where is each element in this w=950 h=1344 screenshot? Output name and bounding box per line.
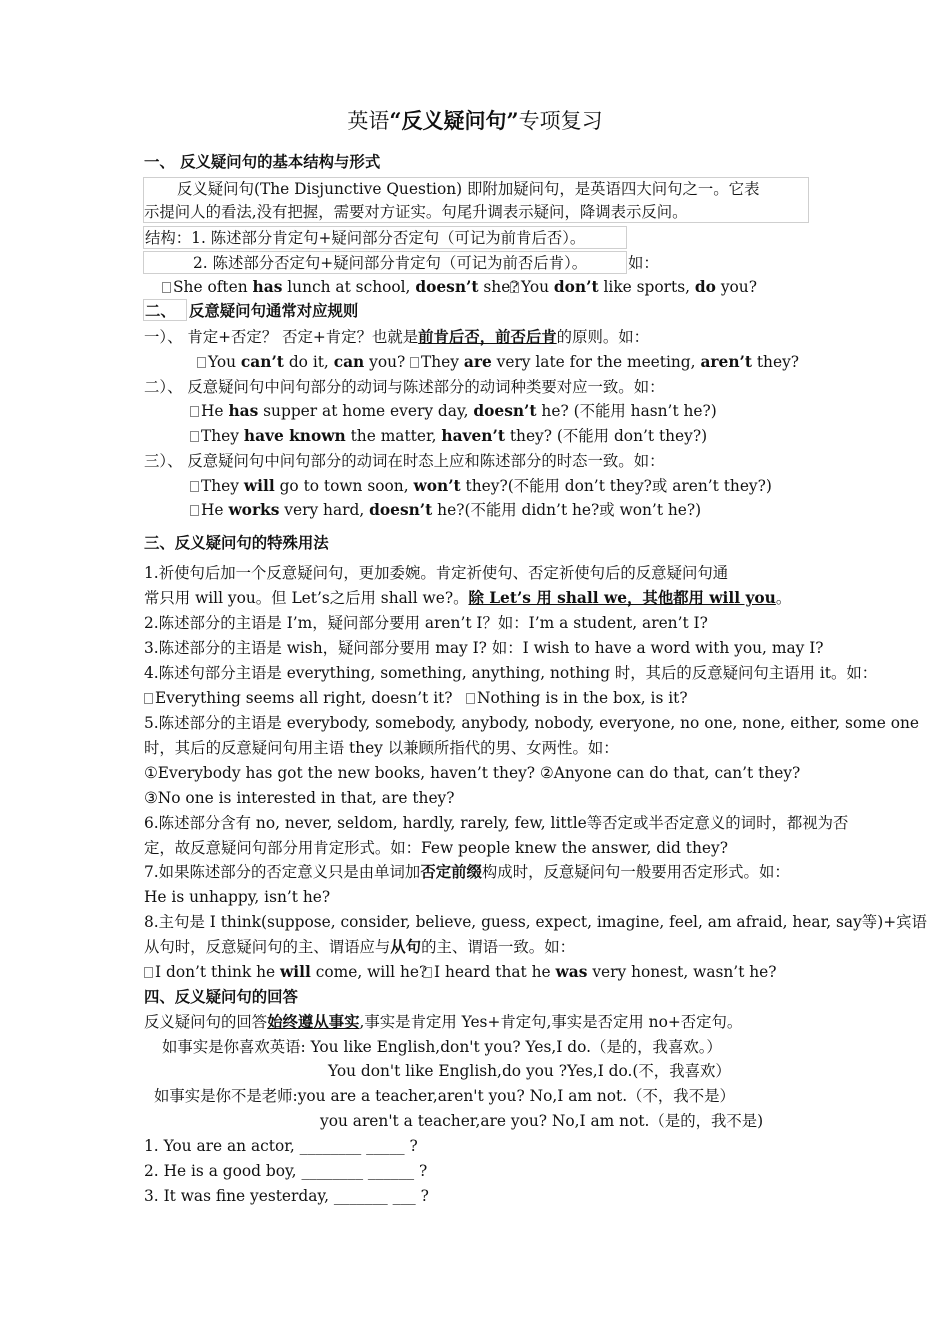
answer-example-2: You don't like English,do you ?Yes,I do.(不，我喜欢） — [328, 1062, 731, 1080]
usage-2: 2.陈述部分的主语是 I’m，疑问部分要用 aren’t I？如：I’m a student, aren’t I? — [144, 614, 708, 632]
usage-5-example-2: ③No one is interested in that, are they? — [144, 789, 455, 807]
bullet-box-icon — [410, 357, 419, 368]
bullet-box-icon — [190, 505, 199, 516]
example-line: They are very late for the meeting, aren’t they? — [410, 352, 799, 372]
usage-6-line-2: 定，故反意疑问句部分用肯定形式。如：Few people knew the answer, did they? — [144, 839, 728, 857]
page-title: 英语“反义疑问句”专项复习 — [347, 108, 603, 133]
example-line: I heard that he was very honest, wasn’t he? — [423, 962, 777, 982]
example-line: He has supper at home every day, doesn’t he? (不能用 hasn’t he?) — [190, 401, 717, 421]
bullet-box-icon — [190, 431, 199, 442]
usage-5-line-1: 5.陈述部分的主语是 everybody, somebody, anybody, nobody, everyone, no one, none, either, some one — [144, 714, 919, 732]
usage-8-line-2: 从句时，反意疑问句的主、谓语应与从句的主、谓语一致。如： — [144, 938, 575, 956]
answer-example-1: 如事实是你喜欢英语: You like English,don't you? Yes,I do.（是的，我喜欢。） — [162, 1038, 722, 1056]
bullet-box-icon — [144, 967, 153, 978]
structure-line-2: 2. 陈述部分否定句+疑问部分肯定句（可记为前否后肯）。 — [193, 254, 588, 272]
usage-1-line-2: 常只用 will you。但 Let’s之后用 shall we?。除 Let’s 用 shall we，其他都用 will you。 — [144, 589, 792, 607]
bullet-box-icon — [466, 693, 475, 704]
exercise-3: 3. It was fine yesterday, _______ ___ ? — [144, 1187, 429, 1205]
usage-8-line-1: 8.主句是 I think(suppose, consider, believe, guess, expect, imagine, feel, am afraid, hear, say等)+宾语 — [144, 913, 927, 931]
example-line: You can’t do it, can you? — [197, 352, 405, 372]
usage-6-line-1: 6.陈述部分含有 no, never, seldom, hardly, rarely, few, little等否定或半否定意义的词时，都视为否 — [144, 814, 849, 832]
intro-line-2: 示提问人的看法,没有把握，需要对方证实。句尾升调表示疑问，降调表示反问。 — [144, 203, 688, 221]
bullet-box-icon — [162, 282, 171, 293]
usage-5-line-2: 时，其后的反意疑问句用主语 they 以兼顾所指代的男、女两性。如： — [144, 739, 619, 757]
section-4-heading: 四、反义疑问句的回答 — [144, 988, 298, 1006]
example-line: Everything seems all right, doesn’t it? — [144, 688, 453, 708]
structure-line-1: 结构：1. 陈述部分肯定句+疑问部分否定句（可记为前肯后否）。 — [145, 229, 586, 247]
rule-3: 三）、 反意疑问句中问句部分的动词在时态上应和陈述部分的时态一致。如： — [144, 452, 665, 470]
rule-2: 二）、 反意疑问句中问句部分的动词与陈述部分的动词种类要对应一致。如： — [144, 378, 665, 396]
usage-7-line-2: He is unhappy, isn’t he? — [144, 888, 331, 906]
exercise-1: 1. You are an actor, ________ _____ ? — [144, 1137, 418, 1155]
example-line: They will go to town soon, won’t they?(不能用 don’t they?或 aren’t they?) — [190, 476, 772, 496]
bullet-box-icon — [423, 967, 432, 978]
example-line: You don’t like sports, do you? — [510, 277, 757, 297]
intro-line-1: 反义疑问句(The Disjunctive Question) 即附加疑问句，是英语四大问句之一。它表 — [177, 180, 760, 198]
example-line: Nothing is in the box, is it? — [466, 688, 688, 708]
usage-1-line-1: 1.祈使句后加一个反意疑问句，更加委婉。肯定祈使句、否定祈使句后的反意疑问句通 — [144, 564, 729, 582]
usage-5-example-1: ①Everybody has got the new books, haven’t they? ②Anyone can do that, can’t they? — [144, 764, 801, 782]
answer-example-4: you aren't a teacher,are you? No,I am not.（是的，我不是) — [320, 1112, 764, 1130]
example-line: They have known the matter, haven’t they? (不能用 don’t they?) — [190, 426, 707, 446]
usage-4: 4.陈述句部分主语是 everything, something, anything, nothing 时，其后的反意疑问句主语用 it。如： — [144, 664, 878, 682]
usage-3: 3.陈述部分的主语是 wish，疑问部分要用 may I? 如：I wish to have a word with you, may I? — [144, 639, 824, 657]
section-3-heading: 三、反义疑问句的特殊用法 — [144, 534, 329, 552]
answer-example-3: 如事实是你不是老师:you are a teacher,aren't you? No,I am not.（不，我不是） — [154, 1087, 735, 1105]
answer-rule: 反义疑问句的回答始终遵从事实,事实是肯定用 Yes+肯定句,事实是否定用 no+否定句。 — [144, 1013, 743, 1031]
section-1-heading: 一、 反义疑问句的基本结构与形式 — [144, 153, 381, 171]
rule-1: 一）、 肯定+否定？ 否定+肯定？也就是前肯后否，前否后肯的原则。如： — [144, 328, 650, 346]
section-2-heading: 反意疑问句通常对应规则 — [189, 302, 359, 320]
bullet-box-icon — [190, 406, 199, 417]
structure-ru: 如： — [628, 254, 659, 272]
bullet-box-icon — [144, 693, 153, 704]
example-line: I don’t think he will come, will he? — [144, 962, 427, 982]
usage-7-line-1: 7.如果陈述部分的否定意义只是由单词加否定前缀构成时，反意疑问句一般要用否定形式。如： — [144, 863, 790, 881]
bullet-box-icon — [510, 282, 519, 293]
bullet-box-icon — [197, 357, 206, 368]
example-line: He works very hard, doesn’t he?(不能用 didn’t he?或 won’t he?) — [190, 500, 701, 520]
section-2-number: 二、 — [145, 302, 176, 320]
bullet-box-icon — [190, 481, 199, 492]
exercise-2: 2. He is a good boy, ________ ______ ? — [144, 1162, 428, 1180]
example-line: She often has lunch at school, doesn’t she? — [162, 277, 519, 297]
